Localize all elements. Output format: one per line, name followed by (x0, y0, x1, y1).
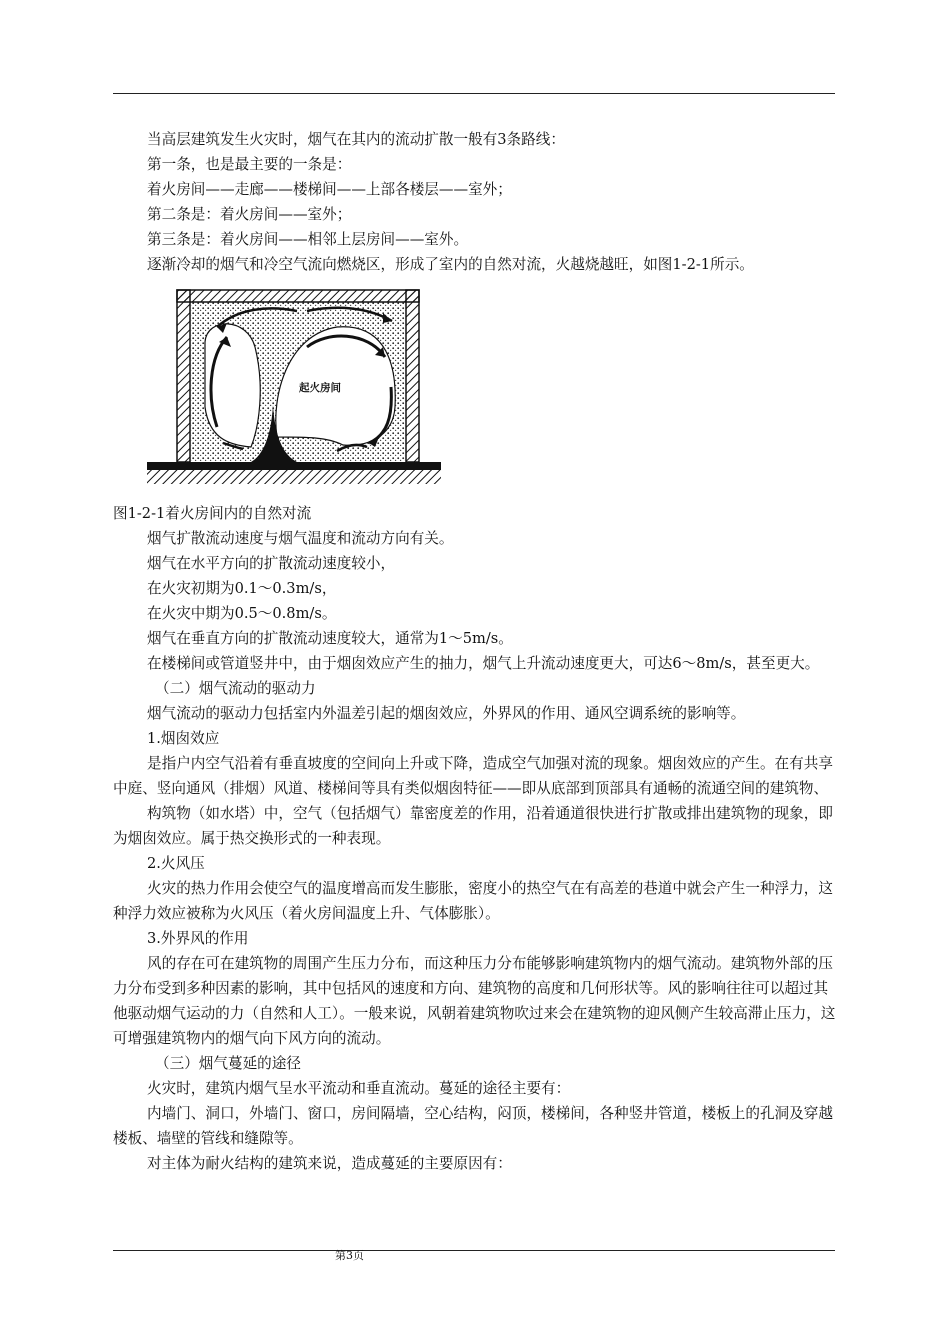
floor-hatch (147, 470, 441, 484)
paragraph: 对主体为耐火结构的建筑来说，造成蔓延的主要原因有： (147, 1155, 512, 1172)
paragraph: 当高层建筑发生火灾时，烟气在其内的流动扩散一般有3条路线： (147, 131, 565, 148)
figure-label: 起火房间 (299, 382, 341, 394)
page-number: 第3页 (335, 1249, 364, 1262)
subsection-heading: 1.烟囱效应 (147, 730, 220, 747)
header-rule (113, 93, 835, 94)
left-wall (177, 290, 190, 462)
footer-rule (113, 1250, 835, 1251)
paragraph: 第二条是：着火房间——室外； (147, 206, 352, 223)
paragraph: 第三条是：着火房间——相邻上层房间——室外。 (147, 231, 469, 248)
figure-natural-convection (113, 277, 837, 501)
floor-line (147, 462, 441, 470)
paragraph: 烟气在水平方向的扩散流动速度较小， (147, 555, 396, 572)
ceiling (177, 290, 419, 302)
paragraph: 内墙门、洞口，外墙门、窗口，房间隔墙，空心结构，闷顶，楼梯间，各种竖井管道，楼板上的孔洞及穿越楼板、墙壁的管线和缝隙等。 (113, 1105, 833, 1147)
subsection-heading: 3.外界风的作用 (147, 930, 249, 947)
paragraph: 在火灾中期为0.5～0.8m/s。 (147, 605, 337, 622)
paragraph: 着火房间——走廊——楼梯间——上部各楼层——室外； (147, 181, 512, 198)
paragraph: 第一条，也是最主要的一条是： (147, 156, 352, 173)
left-air-loop (205, 324, 260, 447)
paragraph: 风的存在可在建筑物的周围产生压力分布，而这种压力分布能够影响建筑物内的烟气流动。建筑物外部的压力分布受到多种因素的影响，其中包括风的速度和方向、建筑物的高度和几何形状等。风的影响往往可以超过其他驱动烟气运动的力（自然和人工）。一般来说，风朝着建筑物吹过来会在建筑物的迎风侧产生较高滞止压力，这可增强建筑物内的烟气向下风方向的流动。 (113, 955, 836, 1047)
paragraph: 在楼梯间或管道竖井中，由于烟囱效应产生的抽力，烟气上升流动速度更大，可达6～8m/s，甚至更大。 (147, 655, 820, 672)
paragraph: 逐渐冷却的烟气和冷空气流向燃烧区，形成了室内的自然对流，火越烧越旺，如图1-2-1所示。 (147, 256, 754, 273)
convection-diagram (147, 287, 441, 495)
subsection-heading: 2.火风压 (147, 855, 205, 872)
paragraph: 在火灾初期为0.1～0.3m/s， (147, 580, 337, 597)
paragraph: 构筑物（如水塔）中，空气（包括烟气）靠密度差的作用，沿着通道很快进行扩散或排出建筑物的现象，即为烟囱效应。属于热交换形式的一种表现。 (113, 805, 833, 847)
section-heading: （三）烟气蔓延的途径 (155, 1055, 301, 1072)
document-body (113, 127, 837, 1176)
figure-caption: 图1-2-1着火房间内的自然对流 (113, 505, 312, 522)
right-wall (406, 290, 419, 462)
section-heading: （二）烟气流动的驱动力 (155, 680, 316, 697)
paragraph: 火灾的热力作用会使空气的温度增高而发生膨胀，密度小的热空气在有高差的巷道中就会产生一种浮力，这种浮力效应被称为火风压（着火房间温度上升、气体膨胀）。 (113, 880, 833, 922)
paragraph: 烟气扩散流动速度与烟气温度和流动方向有关。 (147, 530, 454, 547)
paragraph: 火灾时，建筑内烟气呈水平流动和垂直流动。蔓延的途径主要有： (147, 1080, 571, 1097)
paragraph: 烟气流动的驱动力包括室内外温差引起的烟囱效应，外界风的作用、通风空调系统的影响等。 (147, 705, 746, 722)
paragraph: 烟气在垂直方向的扩散流动速度较大，通常为1～5m/s。 (147, 630, 513, 647)
paragraph: 是指户内空气沿着有垂直坡度的空间向上升或下降，造成空气加强对流的现象。烟囱效应的产生。在有共享中庭、竖向通风（排烟）风道、楼梯间等具有类似烟囱特征——即从底部到顶部具有通畅的流通空间的建筑物、 (113, 755, 833, 797)
